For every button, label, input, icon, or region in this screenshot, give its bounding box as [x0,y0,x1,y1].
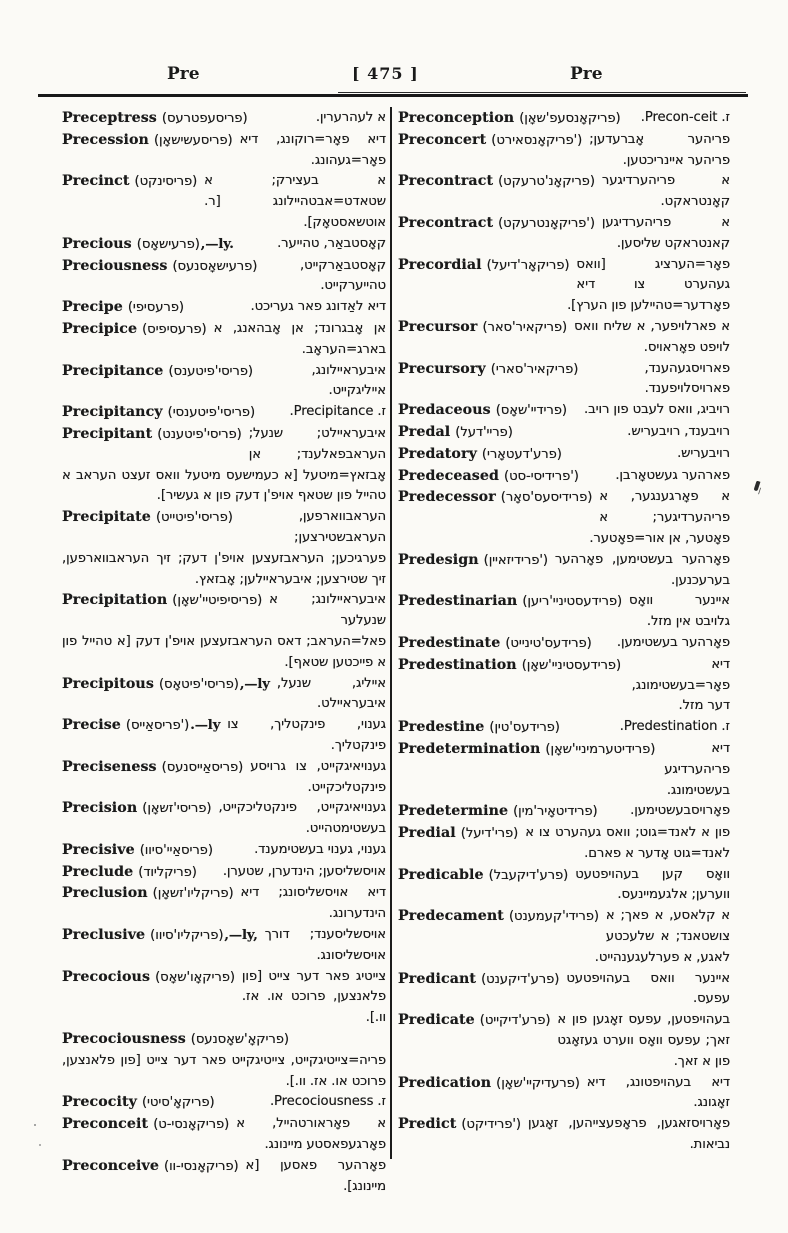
headword-group [398,317,567,339]
definition: א קלאסע, א פאך; א צושטאנד; א שלעכטע לאגע, א פערלעגענהייט. [594,908,730,965]
dictionary-entry [62,361,386,403]
definition: פאָר=הערציג [וואס געהערט צו דיא פאָרדער=טהיילען פון הערץ]. [567,256,730,314]
dictionary-entry [398,317,730,359]
definition: רויבענד, רויבעריש. [627,423,730,439]
inflection-suffix: ,—ly, [224,928,258,944]
definition: דיא בעהויפטונג, דיא זאָגונג. [586,1074,730,1111]
pronunciation: (פרידיטערמיניי'שאָן) [545,741,656,757]
headword-group [398,717,560,739]
dictionary-entry [62,130,386,172]
definition: גענויאיגקייט, פינקטליכקייט, בעשטימטהייט. [218,800,386,837]
headword-group [62,590,262,612]
dictionary-entry [62,108,386,129]
definition: איבעראיילונג; א שנעלער פאל=העראב; דאס העראבזעצען אויפ'ן דעק [א טהייל פון א פייכטען שטאף]. [62,592,386,670]
headword-group [62,967,235,989]
pronunciation: (פריסי'פיטענט) [157,426,242,442]
dictionary-entry [62,1029,386,1092]
dictionary-entry [62,319,386,361]
headword: Predesign [398,551,479,568]
headword-group [62,1114,229,1136]
pronunciation: (פרעסיפיס) [142,321,207,337]
header-rule [38,94,748,97]
pronunciation: (פריקאיר'סארי) [490,361,579,377]
pronunciation: (פרעסיפי) [127,300,184,316]
headword-group [398,255,569,277]
pronunciation: (פריסי'זשאָן) [142,801,212,817]
headword-group [62,757,243,779]
pronunciation: (פרידיסעס'סאָר) [500,490,593,506]
pronunciation: (פרידעס'טינייט) [505,635,592,651]
pronunciation: (פרידעסטיניי'שאָן) [521,657,621,673]
headword: Predicate [398,1012,475,1029]
dictionary-entry [398,213,730,255]
headword: Predestinate [398,634,501,651]
definition: דיא לאַדונג פאר געריכט. [250,299,386,315]
definition: ז. Predestination. [619,719,730,735]
dictionary-entry [62,674,386,716]
headword-group [398,213,595,235]
dictionary-entry [62,840,386,861]
dictionary-entry [398,108,730,129]
headword-group [62,674,270,696]
headword: Precontract [398,214,494,231]
dictionary-entry [398,255,730,317]
definition: איבעראיילונג, אייליגקייט. [311,362,386,399]
page-header [0,64,788,90]
dictionary-entry [62,1156,386,1198]
definition: בעהויפטען, עפעס זאָגען פון א זאך; עפעס וואָס ווערט געזאָגט פון א זאך. [557,1012,730,1069]
headword-group [398,359,578,381]
headword-group [398,550,548,572]
definition: פאָרהער בעשטימען, פאָרהער בערעכנען. [554,551,730,588]
definition: פאָרויסבעשטימען. [630,803,730,819]
headword: Preclusion [62,885,148,902]
pronunciation: (פריסאַייסנעס) [161,759,244,775]
definition: דיא פאָר=רוקונג, דיא פאָר=געהונג. [239,131,386,168]
pronunciation: (פרע'דעטאָרי) [481,446,562,462]
definition: איבעראיילט; שנעל; העראבפאלענד; אן אָבזאץ=מיטעל [א כעמישעס מיטעל וואס זעצט העראב א טהייל פון שטאף אויפ'ן דעק פון א געשיר]. [62,425,386,504]
headword-group [62,297,184,319]
headword-group [62,1029,289,1051]
headword: Predicable [398,866,484,883]
headword-group [398,969,559,991]
headword-group [62,840,213,862]
dictionary-entry [62,171,386,233]
pronunciation: (פרידי'קעמענט) [508,909,599,925]
headword-group [398,466,579,488]
definition: אויסשליסענד; דורך אויסשליסונג. [264,927,386,963]
dictionary-entry [62,1092,386,1113]
dictionary-entry [398,171,730,213]
pronunciation: (פריסעפטרעס) [161,111,248,126]
headword: Precocity [62,1094,137,1111]
definition: גענוי, פינקטליך, צו פינקטליך. [227,717,386,753]
headword: Predetermine [398,803,509,820]
dictionary-entry [62,925,386,967]
pronunciation: (פריסי'פיטייט) [155,510,233,526]
headword-group [398,865,568,887]
headword: Precinct [62,173,130,190]
dictionary-entry [62,402,386,423]
pronunciation: (פריסינקט) [134,174,198,190]
definition: ז. Precociousness. [269,1094,386,1110]
dictionary-entry [398,801,730,822]
headword: Predeceased [398,467,500,484]
definition: פארהער געשטאָרבן. [615,467,730,483]
page-number: [ 475 ] [352,64,419,83]
pronunciation: (פריקאיר'סאר) [482,319,568,335]
headword: Preconcert [398,131,487,148]
pronunciation: (פרעישאָס) [136,236,200,252]
definition: גענוי, גענוי בעשטימענד. [254,841,386,857]
headword: Precontract [398,173,494,190]
dictionary-entry [398,1010,730,1072]
headword-group [398,1073,580,1095]
dictionary-entry [62,590,386,673]
definition: א פארלויפער, א שליח וואס לויפט פאָראויס. [574,318,730,355]
pronunciation: (פריסי'פיטענסי) [167,405,255,421]
headword: Predaceous [398,402,491,419]
headword: Precocious [62,968,151,985]
headword: Precision [62,800,138,817]
headword-group [398,487,592,509]
headword: Preciousness [62,257,168,274]
pronunciation: (פריקאָ'סיטי) [142,1095,215,1111]
inflection-suffix: .—ly [190,718,221,734]
dictionary-entry [398,130,730,172]
pronunciation: (פריסי'פיטענס) [168,363,253,379]
headword: Preconceive [62,1157,160,1174]
headword-group [62,715,220,737]
definition: ז. Precon-ceit. [640,110,730,125]
pronunciation: (פרידיי'שאָס) [495,403,567,419]
headword-group [62,130,233,152]
dictionary-entry [62,967,386,1029]
headword-group [62,171,197,193]
headword: Predicant [398,970,477,987]
headword-group [62,798,211,820]
definition: פאָרהער פאסען [א מיינונג]. [245,1157,386,1194]
definition: דיא אויסשליסונג; דיא הינדערונג. [240,885,386,922]
pronunciation: (פריקאָנטרעקט') [498,215,595,231]
definition: דיא פריהערדיגע בעשטימונג. [664,740,730,798]
headword-group [62,1092,215,1114]
pronunciation: (פריקאָנסי-ט) [153,1117,230,1133]
dictionary-entry [398,591,730,633]
definition: רויביג, וואס לעבט פון רויב. [584,402,730,418]
headword-group [62,234,234,256]
definition: פארויסגעהענד, פארויסלויפענד. [644,360,730,397]
headword: Preciseness [62,758,157,775]
headword: Precordial [398,256,482,273]
dictionary-entry [62,297,386,318]
definition: קאָסטבאַרקייט, טהייערקייט. [300,257,386,294]
headword: Predestination [398,656,517,673]
headword: Precise [62,717,121,734]
definition: א פריהערדיגער קאָנטראקט. [601,173,730,210]
headword: Precipitance [62,362,164,379]
dictionary-entry [62,862,386,883]
headword: Precession [62,131,149,148]
headword: Predict [398,1116,457,1133]
definition: איינער וואָס גלויבט אין מזל. [629,593,730,630]
pronunciation: (פריקליו'סיוו) [150,928,224,944]
definition: א לעהרערין. [315,110,386,125]
headword: Predestine [398,719,485,736]
headword: Preclusive [62,927,146,944]
dictionary-entry [398,655,730,717]
dictionary-entry [62,424,386,507]
pronunciation: (פריסיפיטיי'שאָן) [172,593,263,609]
headword-group [398,633,592,655]
definition: וואָס קען בעהויפטעט ווערען; אלגעמיינעס. [575,866,730,903]
pronunciation: (פריסאַייס') [125,718,190,734]
headword: Precipice [62,320,138,337]
definition: פאָרהער בעשטימען. [616,634,730,650]
definition: א בעצירק; א שטאדט=אבטהיילונג [ר. אוטשאסטאָק]. [204,173,386,230]
definition: העראבווארפען, העראבשטירצען; פערגיכען; העראבזעצען אויפ'ן דעק; זיך העראבווארפען, זיך שטירצען; איבעראיילען; אָבזאץ. [62,509,386,587]
pronunciation: (פרע'דיקענט) [481,971,560,987]
headword-group [62,402,255,424]
pronunciation: (פרי'דיעל) [460,826,519,842]
definition: א פריהערדיגען קאנטראקט שליסען. [601,214,730,251]
dictionary-entry [398,717,730,738]
pronunciation: (פריקאָנ'טרעקט) [498,174,595,190]
dictionary-entry [398,400,730,421]
definition: פריהער אָברעדען; פריהער איינריכטען. [589,131,730,168]
headword: Predial [398,825,456,842]
definition: איינער וואס בעהויפטעט עפעס. [566,970,730,1007]
dictionary-entry [398,1073,730,1115]
column-divider [390,107,392,1159]
pronunciation: (פרע'דיקעבל) [488,867,569,883]
inflection-suffix: ,—ly [239,676,270,692]
headword: Predestinarian [398,593,518,610]
dictionary-entry [62,234,386,255]
headword-group [398,171,595,193]
definition: א פאָרגענגער, א פריהערדיגער; א פאָטער, אן אור=פאָטער. [589,489,730,546]
running-head-left: Pre [167,64,200,84]
headword: Precipitant [62,425,153,442]
headword-group [398,1114,521,1136]
headword-group [398,400,567,422]
column-left [62,108,386,1197]
headword-group [62,361,253,383]
column-right [398,108,730,1156]
headword: Precipitous [62,675,154,692]
headword: Predetermination [398,740,541,757]
definition: פון א לאנד=גוט; וואס געהערט צו א לאנד=גוט אָדער א פארם. [525,825,730,861]
ink-smudge [34,1124,36,1126]
headword: Precursor [398,318,478,335]
pronunciation: (פריקאָו'שאָס) [155,969,235,985]
pronunciation: (פריקליו'זשאָן) [152,886,234,902]
dictionary-entry [62,507,386,590]
definition: אייליג, שנעל, איבעראיילט. [276,675,386,712]
headword-group [398,108,621,130]
pronunciation: (פרעדיקיי'שאָן) [496,1075,580,1091]
dictionary-entry [398,422,730,443]
running-head-right: Pre [570,64,603,84]
headword-group [62,883,234,905]
dictionary-entry [398,466,730,487]
headword-group [398,739,655,761]
definition: פריה=צייטיגקייט, צייטיגקייט פאר דער צייט [פון פלאנצען, פרוכט או. אז. וו.]. [62,1052,386,1089]
pronunciation: (פרעישאָסנעס) [172,258,258,274]
definition: קאָסטבאַר, טהייער. [277,235,386,251]
headword-group [398,906,599,928]
headword-group [62,925,258,947]
headword-group [398,591,622,613]
definition: אויסשליסען; הינדערן, שטערן. [222,863,386,879]
headword: Predecessor [398,489,496,506]
definition: א פאָראורטהייל, א פאָרגעפאסטע מיינונג. [236,1116,386,1153]
headword: Preconceit [62,1116,149,1133]
headword-group [398,422,513,444]
headword: Preceptress [62,110,157,126]
headword-group [62,424,242,446]
dictionary-entry [398,487,730,549]
definition: גענויאיגקייט, צו גרויסע פינקטליכקייט. [250,758,386,795]
pronunciation: (פרע'דיקייט) [479,1013,551,1029]
pronunciation: (פריקאָנסי-וו) [164,1158,239,1174]
pronunciation: (פרידעס'טין) [489,720,560,736]
headword: Precipitancy [62,404,163,421]
definition: ז. Precipitance. [289,404,386,420]
definition: אן אָבגרונד; אן אָבהאנג, א בארג=העראָב. [213,320,386,357]
headword-group [62,108,247,130]
dictionary-entry [62,883,386,925]
pronunciation: (פריקאָר'דיעל) [486,257,570,273]
dictionary-entry [398,444,730,465]
dictionary-entry [398,1114,730,1156]
inflection-suffix: ,—ly. [200,236,234,252]
pronunciation: (פרידיטאָיר'מין) [513,804,598,820]
dictionary-entry [62,256,386,298]
pronunciation: (פריקאָ'שאָסנעס) [190,1032,289,1048]
headword: Precious [62,235,132,252]
dictionary-entry [398,823,730,865]
headword-group [62,1156,239,1178]
pronunciation: (פרידיסי-סט') [504,468,579,484]
headword-group [398,823,518,845]
headword: Preconception [398,110,515,126]
headword-group [398,1010,550,1032]
headword: Predal [398,423,451,440]
headword: Precisive [62,841,135,858]
pronunciation: (פריקאָנסאירט') [491,132,583,148]
pronunciation: (פריסי'פיטאָס) [158,676,239,692]
headword: Predication [398,1074,492,1091]
dictionary-entry [398,633,730,654]
headword: Precociousness [62,1031,186,1048]
pronunciation: (פריקאָנסעפ'שאָן) [519,111,621,126]
pronunciation: (פרידיזאיין') [483,552,548,568]
headword-group [398,801,598,823]
pronunciation: (פריסאַיי'סיוו) [139,842,213,858]
dictionary-entry [398,739,730,801]
pronunciation: (פריסעשישאָן) [153,132,233,148]
headword-group [398,444,562,466]
headword-group [62,507,233,529]
headword: Precipitate [62,509,151,526]
headword: Precursory [398,360,486,377]
dictionary-entry [62,1114,386,1156]
ink-smudge [754,481,761,492]
headword-group [398,130,582,152]
pronunciation: (פריקליוד) [138,864,197,880]
definition: דיא פאָר=בעשטימונג, דער מזל. [631,656,730,714]
dictionary-entry [62,757,386,799]
headword: Precipe [62,299,123,316]
headword: Preclude [62,863,134,880]
dictionary-entry [398,865,730,907]
definition: צייטיג פאר דער צייט [פון פלאנצען, פרוכט או. אז. וו.]. [241,968,386,1026]
headword-group [62,256,257,278]
dictionary-entry [62,798,386,840]
definition: פאָרויסזאגען, פראָפעצייהען, זאָגען נביאות. [527,1116,730,1153]
dictionary-entry [62,715,386,757]
dictionary-entry [398,906,730,968]
headword-group [398,655,621,677]
headword-group [62,862,197,884]
definition: רויבעריש. [677,445,730,461]
dictionary-entry [398,969,730,1011]
headword: Predecament [398,908,504,925]
pronunciation: (פריי'דעל) [455,424,513,440]
headword: Precipitation [62,592,168,609]
pronunciation: (פרידעסטיניי'ריען) [522,594,623,610]
headword: Predatory [398,445,477,462]
dictionary-entry [398,359,730,401]
dictionary-entry [398,550,730,592]
headword-group [62,319,207,341]
pronunciation: (פרידיקט') [461,1117,521,1133]
